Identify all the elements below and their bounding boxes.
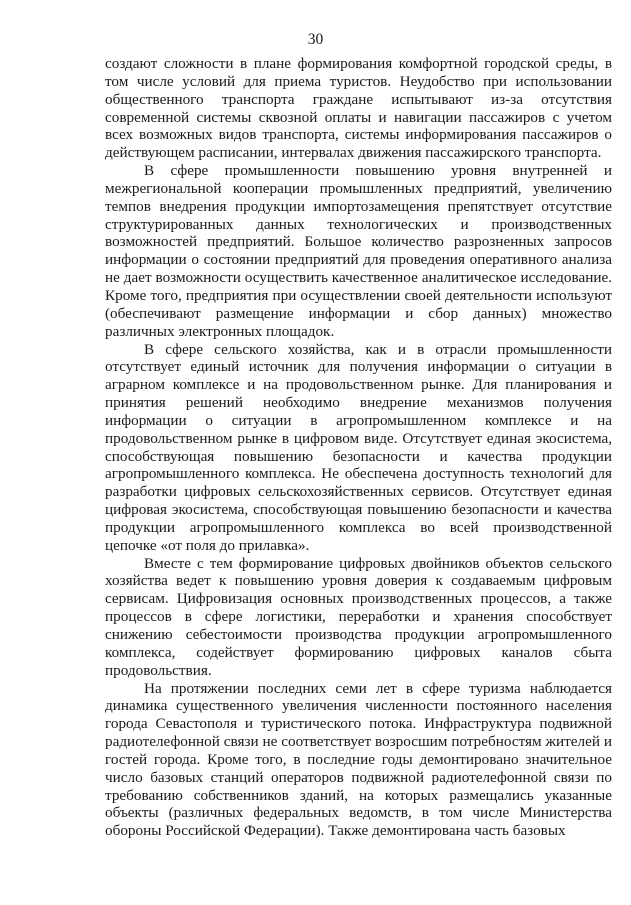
document-body (105, 55, 612, 840)
page-number: 30 (307, 31, 324, 48)
paragraph-urban-transport: создают сложности в плане формирования комфортной городской среды, в том числе условий для приема туристов. Неудобство при использовании общественного транспорта граждане испытывают из-за отсутствия современной системы сквозной оплаты и навигации пассажиров с учетом всех возможных видов транспорта, системы информирования пассажиров о действующем расписании, интервалах движения пассажирского транспорта. (105, 55, 612, 162)
paragraph-tourism: На протяжении последних семи лет в сфере туризма наблюдается динамика существенного увеличения численности постоянного населения города Севастополя и туристического потока. Инфраструктура подвижной радиотелефонной связи не соответствует возросшим потребностям жителей и гостей города. Кроме того, в последние годы демонтировано значительное число базовых станций операторов подвижной радиотелефонной связи по требованию собственников зданий, на которых размещались указанные объекты (различных федеральных ведомств, в том числе Министерства обороны Российской Федерации). Также демонтирована часть базовых (105, 679, 612, 840)
paragraph-digital-twins: Вместе с тем формирование цифровых двойников объектов сельского хозяйства ведет к повышению уровня доверия к создаваемым цифровым сервисам. Цифровизация основных производственных процессов, а также процессов в сфере логистики, переработки и хранения способствует снижению себестоимости производства продукции агропромышленного комплекса, содействует формированию цифровых каналов сбыта продовольствия. (105, 554, 612, 679)
paragraph-industry: В сфере промышленности повышению уровня внутренней и межрегиональной кооперации промышленных предприятий, увеличению темпов внедрения продукции импортозамещения препятствует отсутствие структурированных данных технологических и производственных возможностей предприятий. Большое количество разрозненных запросов информации о состоянии предприятий для проведения оперативного анализа не дает возможности осуществить качественное аналитическое исследование. Кроме того, предприятия при осуществлении своей деятельности используют (обеспечивают размещение информации и сбор данных) множество различных электронных площадок. (105, 162, 612, 340)
paragraph-agriculture: В сфере сельского хозяйства, как и в отрасли промышленности отсутствует единый источник для получения информации о ситуации в аграрном комплексе и на продовольственном рынке. Для планирования и принятия решений необходимо внедрение механизмов получения информации о ситуации в агропромышленном комплексе и на продовольственном рынке в цифровом виде. Отсутствует единая экосистема, способствующая повышению безопасности и качества продукции агропромышленного комплекса. Не обеспечена доступность технологий для разработки цифровых сельскохозяйственных сервисов. Отсутствует единая цифровая экосистема, способствующая повышению безопасности и качества продукции агропромышленного комплекса во всей производственной цепочке «от поля до прилавка». (105, 340, 612, 554)
